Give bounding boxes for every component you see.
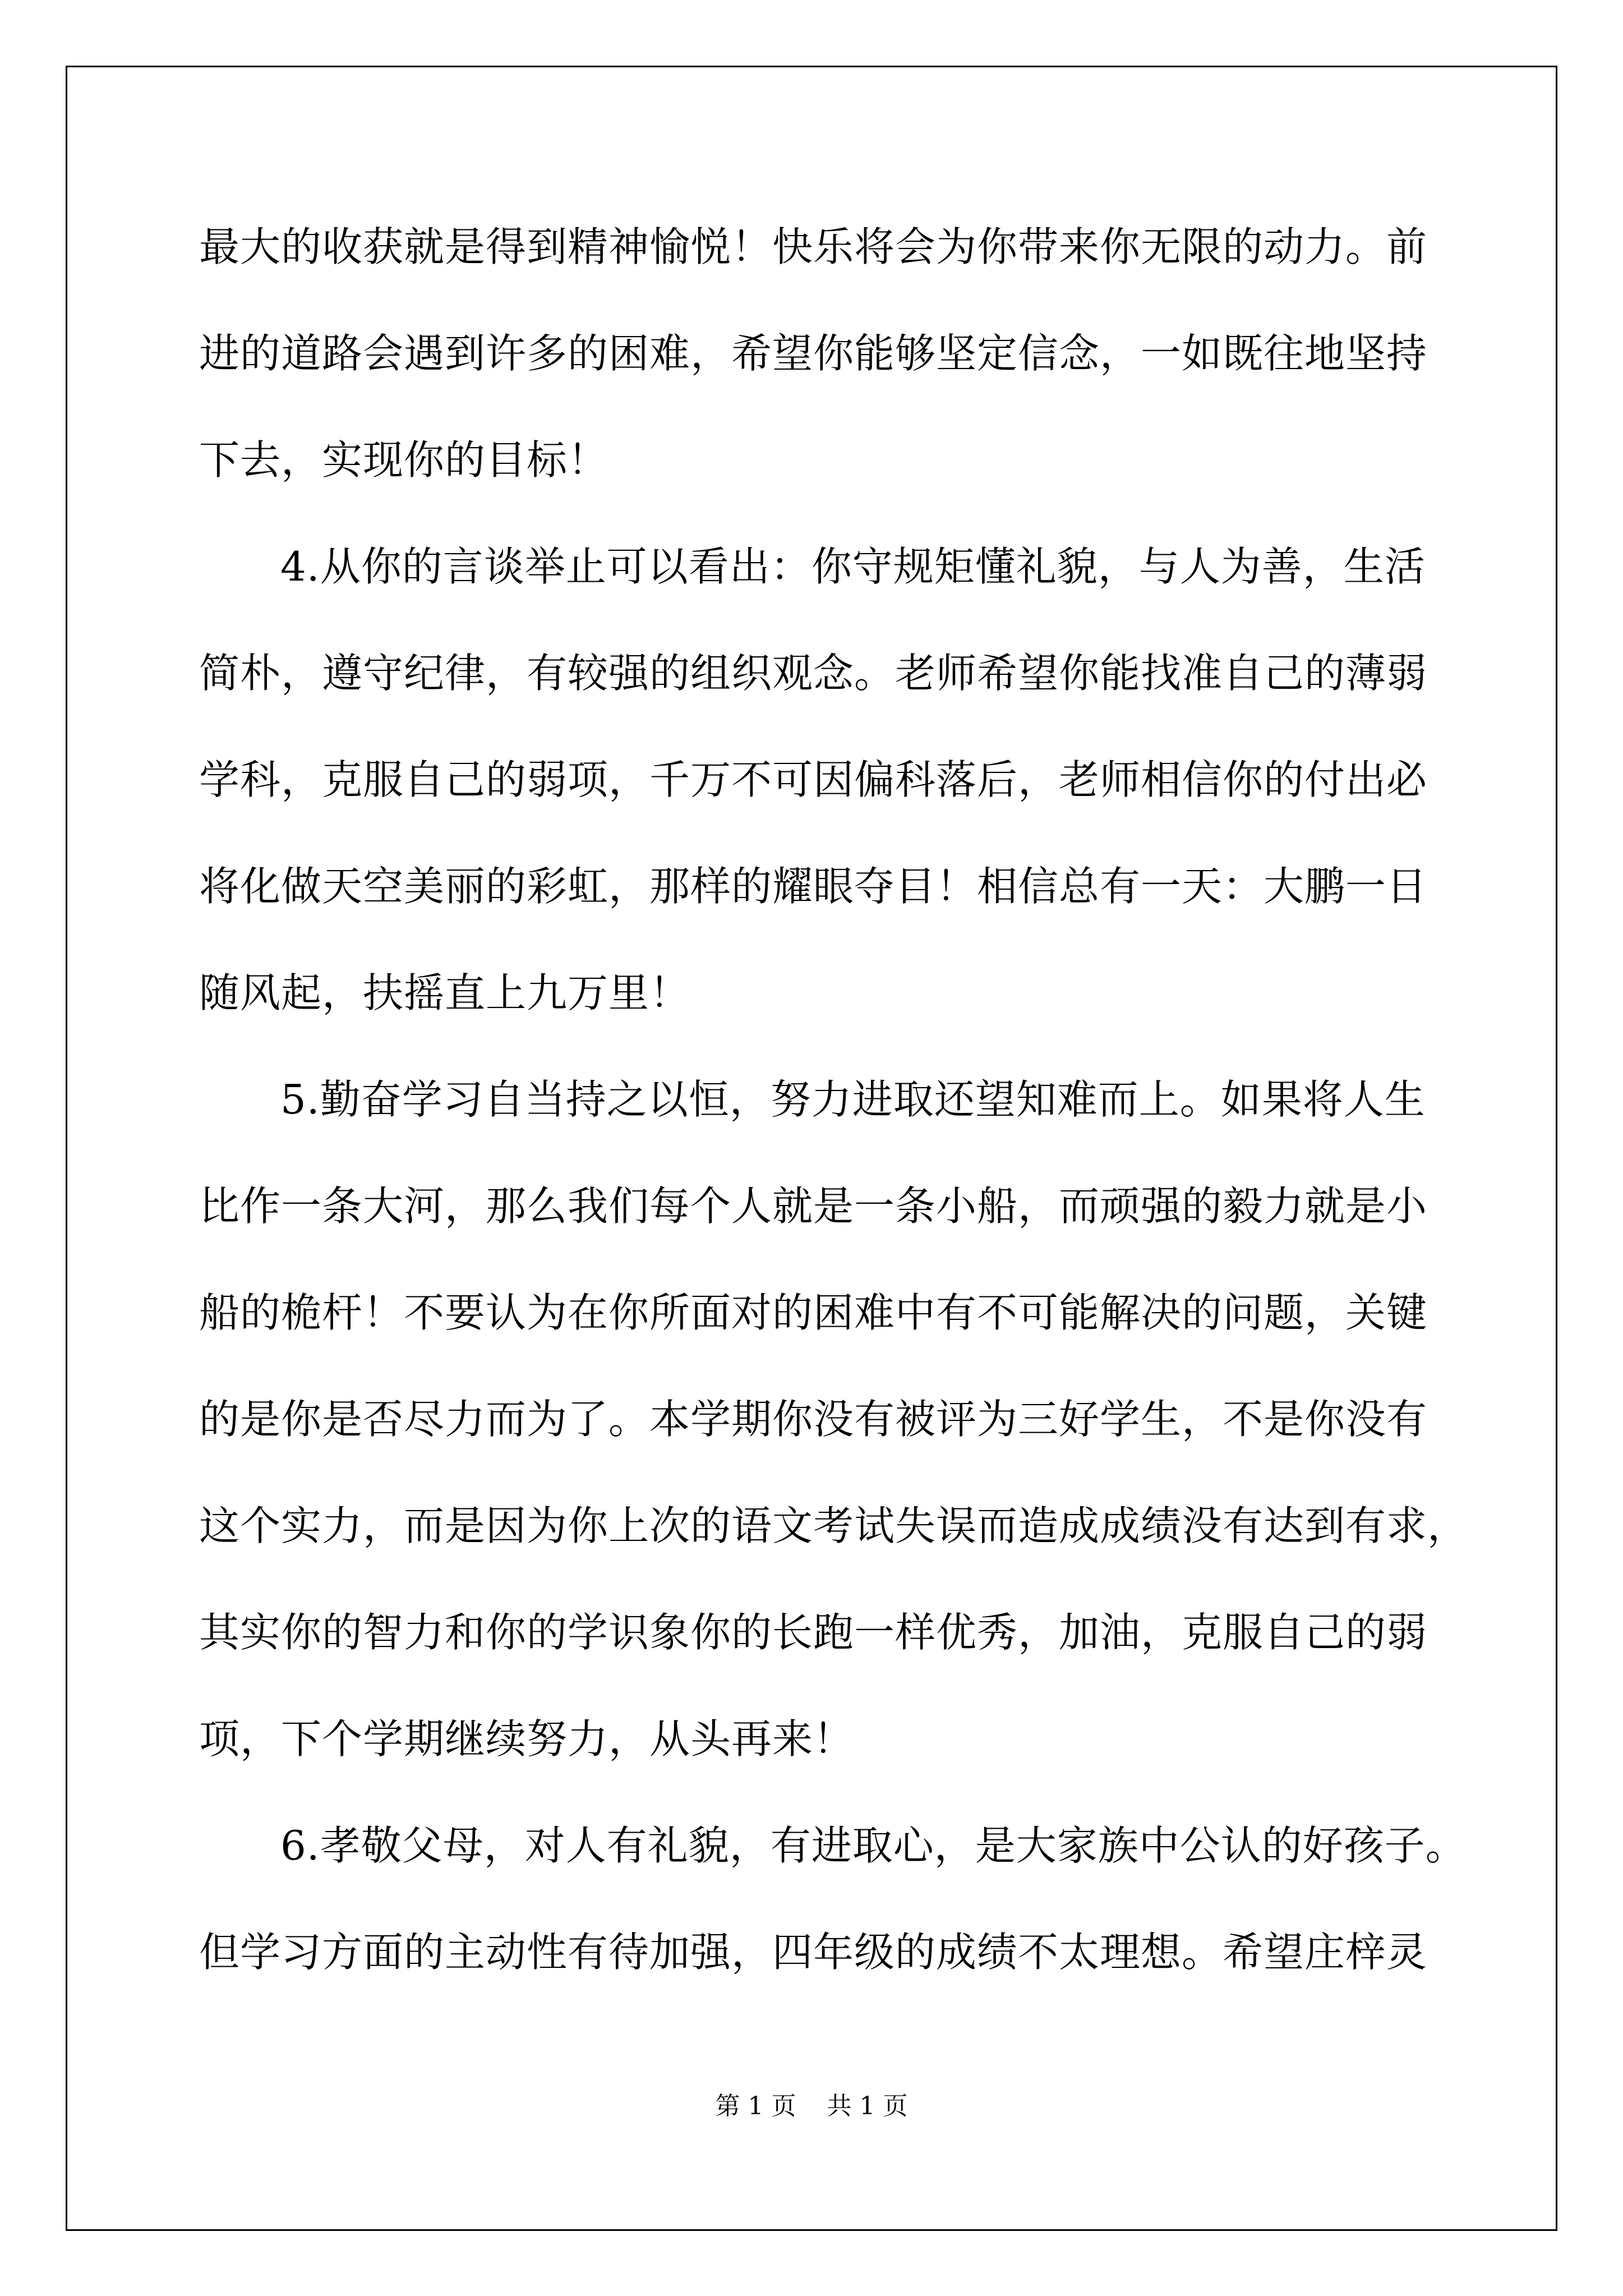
text-line: 进的道路会遇到许多的困难，希望你能够坚定信念，一如既往地坚持 xyxy=(199,330,1428,377)
text-line: 其实你的智力和你的学识象你的长跑一样优秀，加油，克服自己的弱 xyxy=(199,1609,1428,1656)
text-line: 船的桅杆！不要认为在你所面对的困难中有不可能解决的问题，关键 xyxy=(199,1289,1428,1336)
document-body xyxy=(199,216,1469,2028)
page-total: 共 1 页 xyxy=(827,2092,908,2120)
page-footer xyxy=(0,2090,1623,2123)
text-line: 比作一条大河，那么我们每个人就是一条小船，而顽强的毅力就是小 xyxy=(199,1182,1428,1230)
page-number: 第 1 页 xyxy=(715,2092,796,2120)
text-line: 项，下个学期继续努力，从头再来！ xyxy=(199,1715,855,1763)
text-line: 学科，克服自己的弱项，千万不可因偏科落后，老师相信你的付出必 xyxy=(199,756,1428,803)
text-line: 的是你是否尽力而为了。本学期你没有被评为三好学生，不是你没有 xyxy=(199,1396,1428,1443)
text-line: 下去，实现你的目标！ xyxy=(199,436,609,484)
text-line: 这个实力，而是因为你上次的语文考试失误而造成成绩没有达到有求， xyxy=(199,1502,1469,1549)
text-line: 随风起，扶摇直上九万里！ xyxy=(199,969,691,1016)
text-line: 简朴，遵守纪律，有较强的组织观念。老师希望你能找准自己的薄弱 xyxy=(199,650,1428,697)
paragraph-5-start: 5.勤奋学习自当持之以恒，努力进取还望知难而上。如果将人生 xyxy=(280,1076,1426,1123)
text-line: 将化做天空美丽的彩虹，那样的耀眼夺目！相信总有一天：大鹏一日 xyxy=(199,863,1428,910)
text-line: 但学习方面的主动性有待加强，四年级的成绩不太理想。希望庄梓灵 xyxy=(199,1929,1428,1976)
paragraph-4-start: 4.从你的言谈举止可以看出：你守规矩懂礼貌，与人为善，生活 xyxy=(280,543,1426,590)
text-line: 最大的收获就是得到精神愉悦！快乐将会为你带来你无限的动力。前 xyxy=(199,223,1428,270)
paragraph-6-start: 6.孝敬父母，对人有礼貌，有进取心，是大家族中公认的好孩子。 xyxy=(280,1822,1467,1869)
